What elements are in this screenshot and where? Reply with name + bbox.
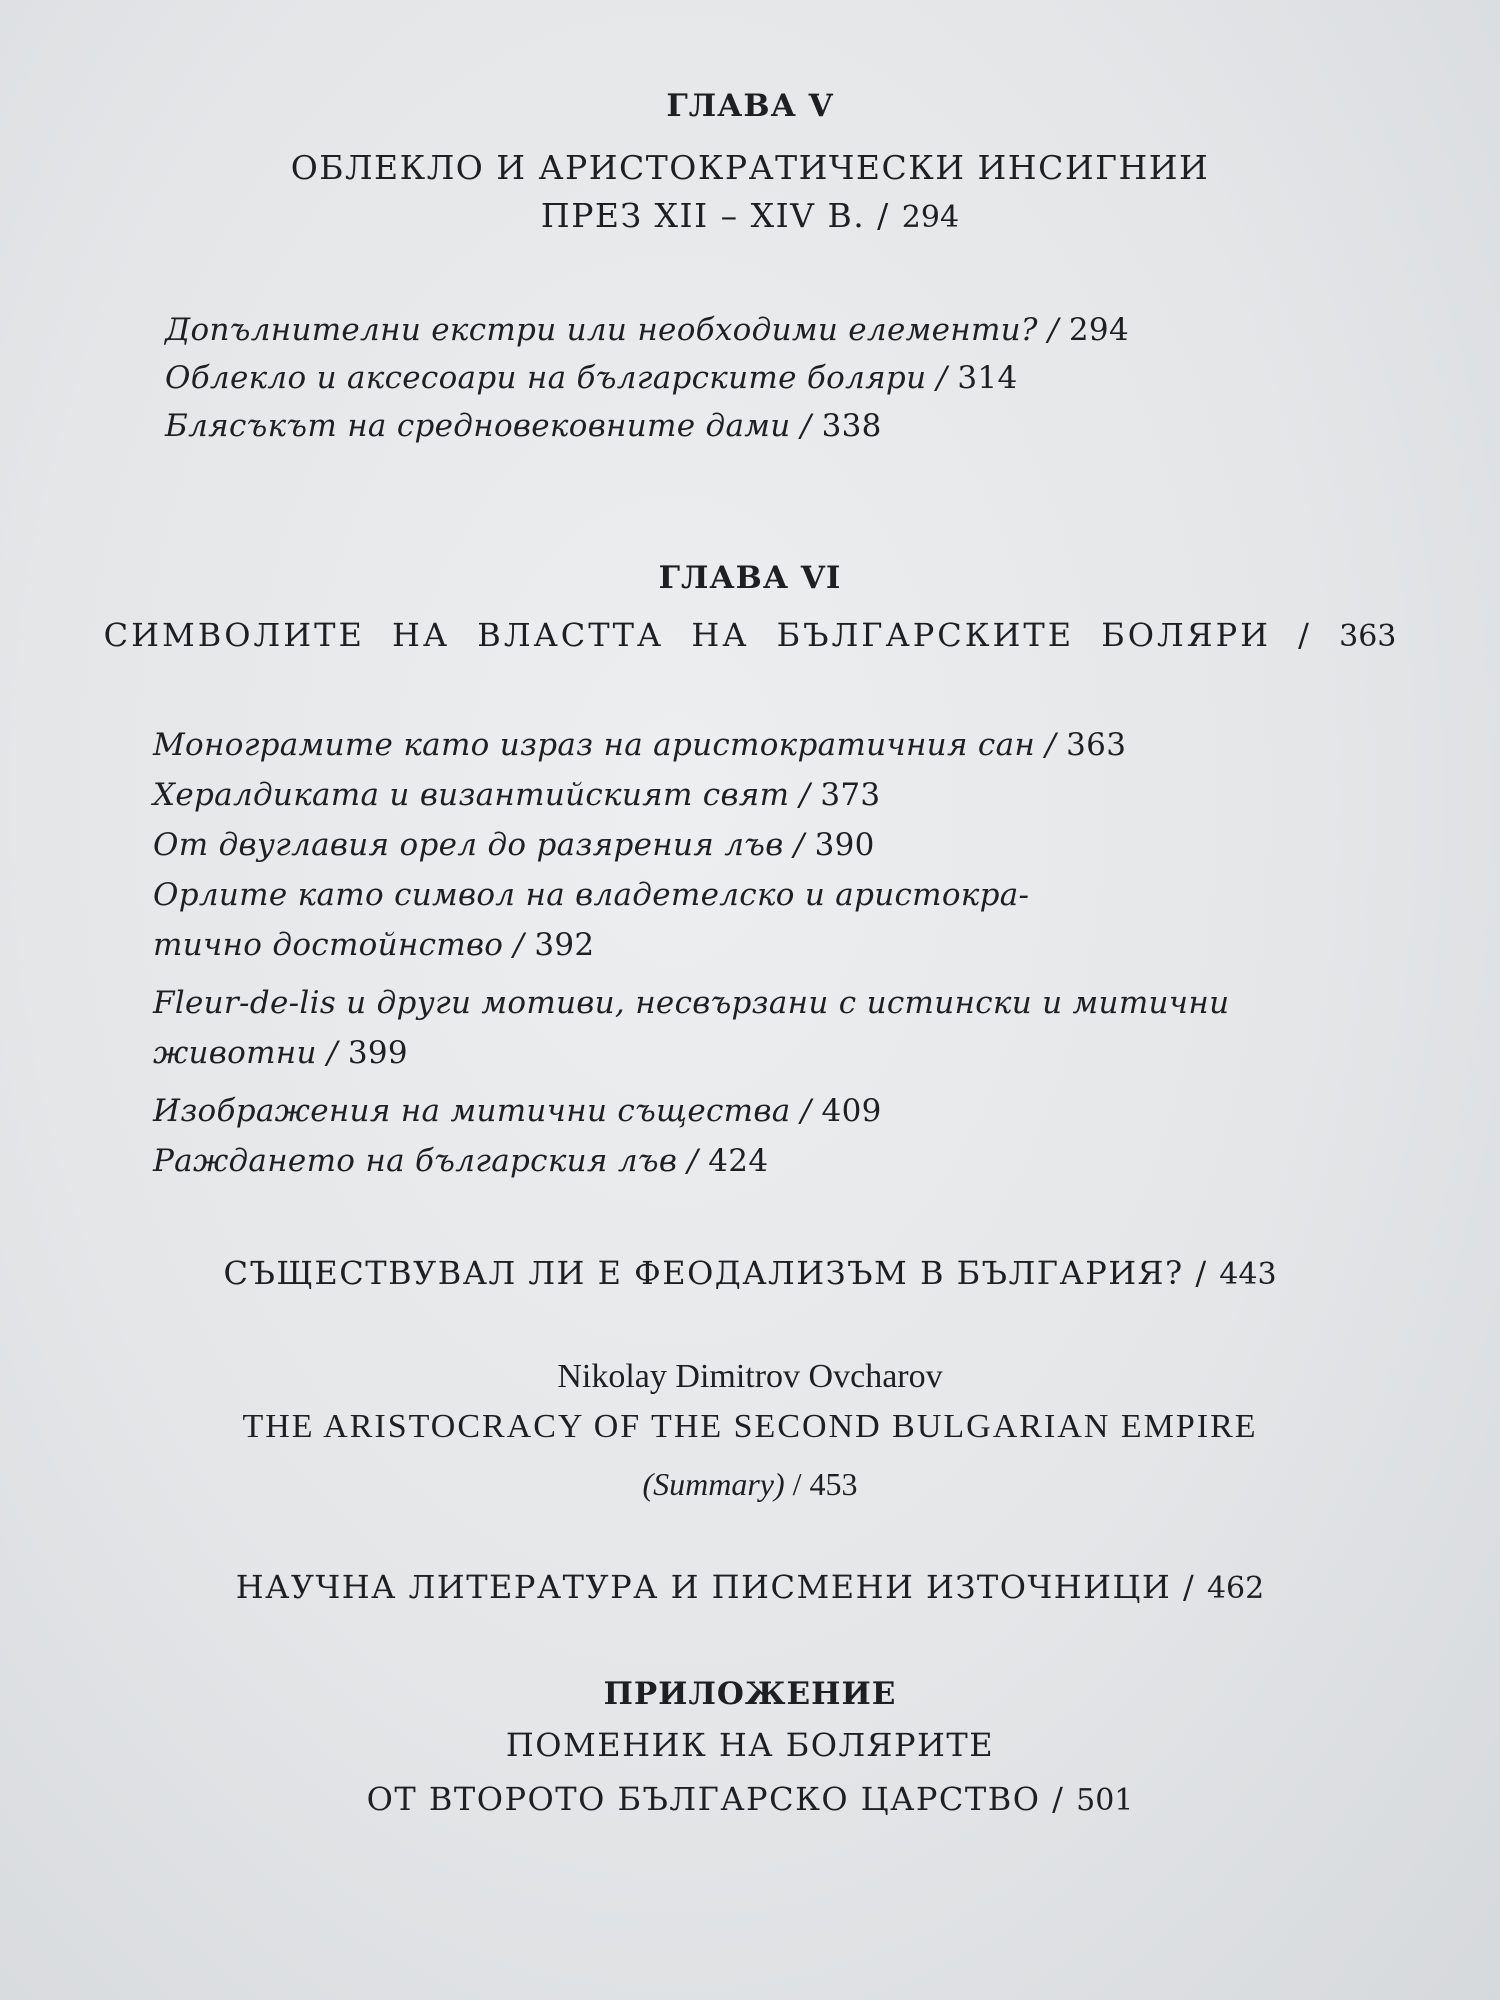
feudalism-entry <box>0 1254 1500 1292</box>
feudalism-page: 443 <box>1219 1257 1277 1292</box>
section-page: 392 <box>534 927 595 963</box>
chapter-5-label: ГЛАВА V <box>666 88 834 124</box>
section-title: Облекло и аксесоари на българските боляри / <box>165 360 948 396</box>
section-title: Монограмите като израз на аристократичния сан / <box>153 727 1056 763</box>
section-title: Допълнителни екстри или необходими елементи? / <box>165 312 1059 348</box>
list-item <box>153 820 1229 870</box>
section-title: Изображения на митични същества / <box>153 1093 812 1129</box>
section-title: От двуглавия орел до разярения лъв / <box>153 827 805 863</box>
feudalism-title: СЪЩЕСТВУВАЛ ЛИ Е ФЕОДАЛИЗЪМ В БЪЛГАРИЯ? / <box>223 1254 1208 1292</box>
chapter-6-title-text: СИМВОЛИТЕ НА ВЛАСТТА НА БЪЛГАРСКИТЕ БОЛЯРИ / <box>103 616 1312 654</box>
appendix-title-line-1: ПОМЕНИК НА БОЛЯРИТЕ <box>505 1726 995 1764</box>
section-page: 314 <box>957 360 1018 396</box>
chapter-5-sections <box>165 306 1129 450</box>
chapter-5-title-line-1: ОБЛЕКЛО И АРИСТОКРАТИЧЕСКИ ИНСИГНИИ <box>290 148 1210 187</box>
section-page: 373 <box>820 777 881 813</box>
section-title: Раждането на българския лъв / <box>153 1143 699 1179</box>
summary-note-line <box>0 1466 1500 1503</box>
chapter-6-title <box>0 616 1500 654</box>
list-item <box>153 1086 1229 1136</box>
summary-note: (Summary) <box>642 1466 785 1502</box>
section-page: 399 <box>347 1035 408 1071</box>
summary-page: / 453 <box>792 1466 858 1502</box>
section-title: Орлите като символ на владетелско и аристокра- <box>153 877 1030 913</box>
list-item <box>165 402 1129 450</box>
list-item <box>153 1028 1229 1086</box>
chapter-5-title-line-2-text: ПРЕЗ XII – XIV В. / <box>540 196 890 235</box>
list-item <box>153 920 1229 978</box>
summary-author: Nikolay Dimitrov Ovcharov <box>557 1358 943 1395</box>
appendix-title-line-2-text: ОТ ВТОРОТО БЪЛГАРСКО ЦАРСТВО / <box>366 1780 1065 1818</box>
literature-page: 462 <box>1206 1571 1265 1606</box>
chapter-6-title-page: 363 <box>1339 619 1397 654</box>
section-page: 390 <box>814 827 875 863</box>
list-item <box>165 354 1129 402</box>
section-page: 409 <box>821 1093 882 1129</box>
chapter-6-sections <box>153 720 1229 1186</box>
section-title: Хералдиката и византийският свят / <box>153 777 811 813</box>
appendix-label: ПРИЛОЖЕНИЕ <box>603 1676 897 1712</box>
list-item <box>153 870 1229 920</box>
chapter-6-label: ГЛАВА VI <box>658 560 842 596</box>
list-item <box>153 770 1229 820</box>
chapter-5-title-page: 294 <box>901 200 960 235</box>
section-title: животни / <box>153 1035 338 1071</box>
section-title: Блясъкът на средновековните дами / <box>165 408 812 444</box>
summary-title: THE ARISTOCRACY OF THE SECOND BULGARIAN EMPIRE <box>242 1408 1258 1445</box>
section-title-latin: Fleur-de-lis <box>153 985 337 1021</box>
appendix-title-line-2 <box>0 1780 1500 1818</box>
section-page: 363 <box>1066 727 1127 763</box>
appendix-page: 501 <box>1076 1783 1134 1818</box>
list-item <box>165 306 1129 354</box>
literature-title: НАУЧНА ЛИТЕРАТУРА И ПИСМЕНИ ИЗТОЧНИЦИ / <box>235 1568 1196 1606</box>
list-item <box>153 1136 1229 1186</box>
list-item <box>153 978 1229 1028</box>
chapter-5-title-line-2 <box>0 196 1500 235</box>
section-page: 424 <box>708 1143 769 1179</box>
section-title: и други мотиви, несвързани с истински и митични <box>336 985 1230 1021</box>
literature-entry <box>0 1568 1500 1606</box>
section-page: 294 <box>1068 312 1129 348</box>
section-page: 338 <box>821 408 882 444</box>
section-title: тично достойнство / <box>153 927 525 963</box>
list-item <box>153 720 1229 770</box>
